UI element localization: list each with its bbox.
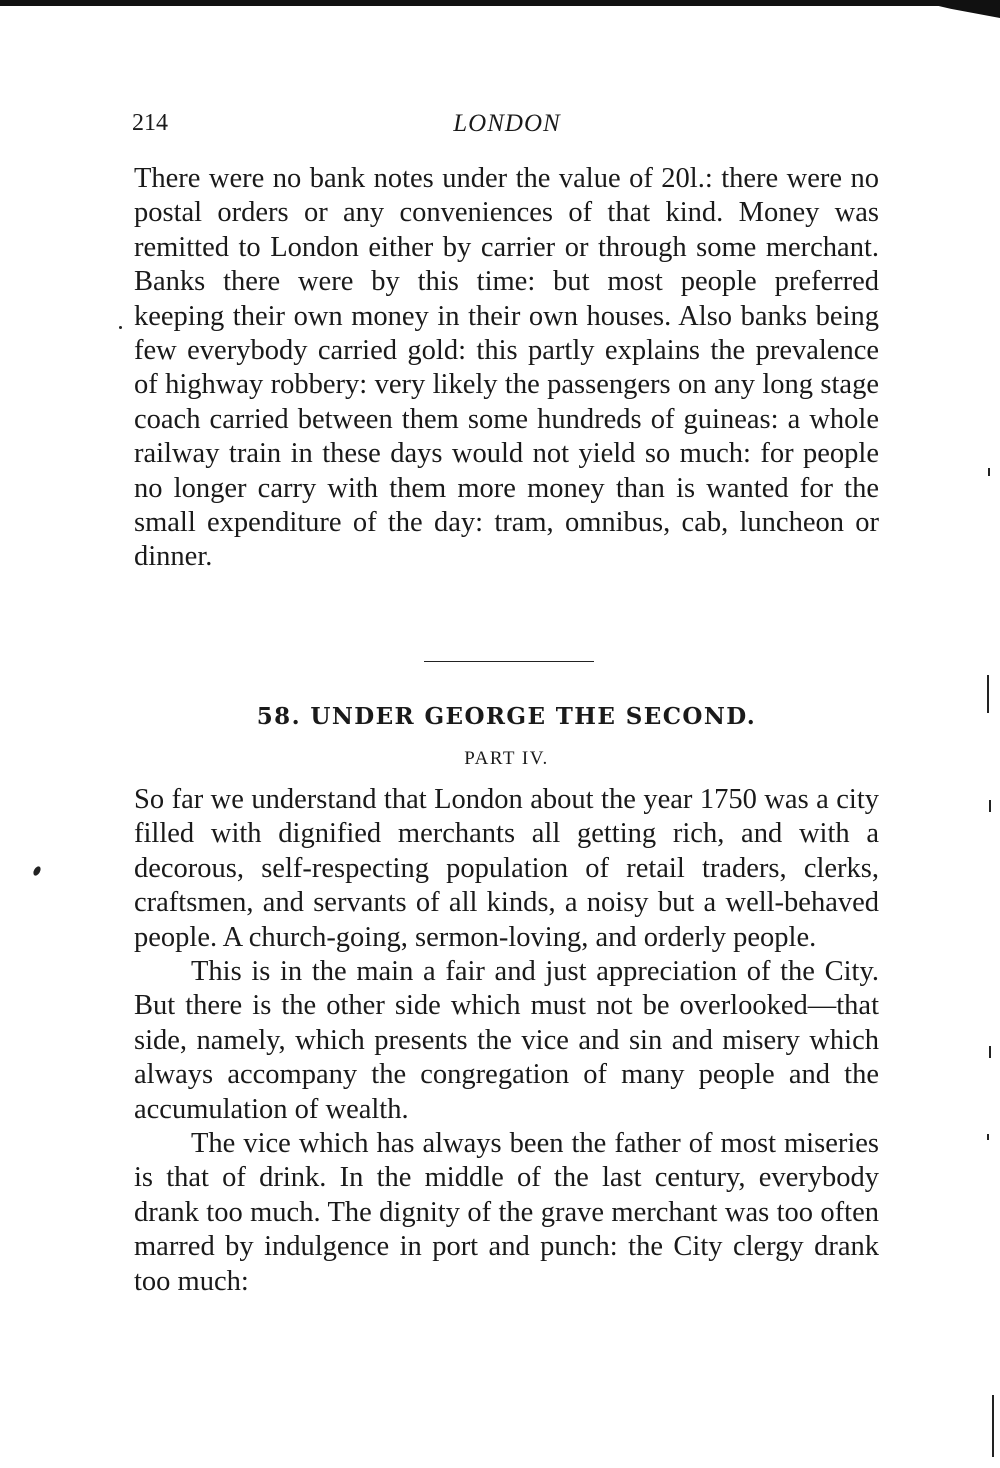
section-paragraph-3: The vice which has always been the father of most miseries is that of drink. In the middle of the last century, everybody drank too much. The dignity of the grave merchant was too often marred by indulgence in port and punch: the City clergy drank too much: (134, 1128, 879, 1297)
page-top-edge-rule (0, 0, 1000, 6)
section-body (134, 783, 879, 1299)
section-subtitle: PART IV. (464, 748, 549, 769)
margin-speck (989, 800, 991, 812)
margin-speck (989, 1046, 991, 1058)
section-divider (424, 661, 594, 662)
page-header (132, 110, 882, 140)
continued-paragraph: There were no bank notes under the value of 20l.: there were no postal orders or any conveniences of that kind. Money was remitted to London either by carrier or through some merchant. Banks there were by this time: but most people preferred keeping their own money in their own houses. Also banks being few everybody carried gold: this partly explains the prevalence of highway robbery: very likely the passengers on any long stage coach carried between them some hundreds of guineas: a whole railway train in these days would not yield so much: for people no longer carry with them more money than is wanted for the small expenditure of the day: tram, omnibus, cab, luncheon or dinner. (134, 163, 879, 573)
continued-paragraph-block (134, 162, 879, 575)
page-top-edge-tail (930, 4, 1000, 18)
section-title: 58. UNDER GEORGE THE SECOND. (256, 703, 757, 730)
section-paragraph-2: This is in the main a fair and just appreciation of the City. But there is the other side which must not be overlooked—that side, namely, which presents the vice and sin and misery which always accompany the congregation of many people and the accumulation of wealth. (134, 956, 879, 1125)
margin-speck (32, 865, 42, 877)
margin-speck (987, 675, 989, 713)
margin-speck (992, 1395, 994, 1457)
running-head: LONDON (453, 110, 561, 137)
margin-speck (987, 1134, 989, 1140)
section-paragraph-1: So far we understand that London about the year 1750 was a city filled with dignified merchants all getting rich, and with a decorous, self-respecting population of retail traders, clerks, craftsmen, and servants of all kinds, a noisy but a well-behaved people. A church-going, sermon-loving, and orderly people. (134, 784, 879, 953)
margin-speck (119, 326, 122, 329)
page-number: 214 (132, 110, 168, 136)
margin-speck (988, 468, 990, 476)
